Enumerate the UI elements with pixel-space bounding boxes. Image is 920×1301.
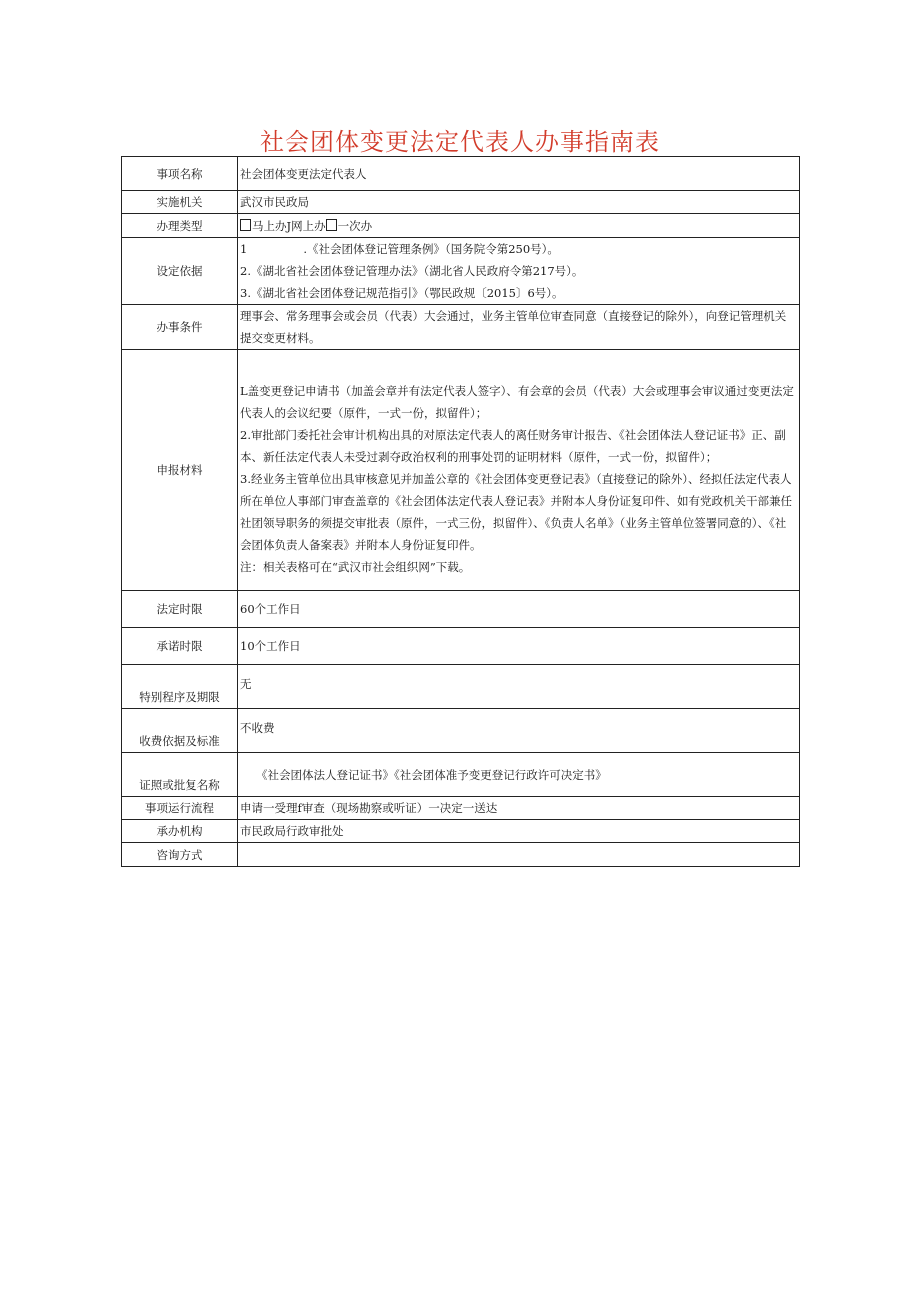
row-certificate [122, 753, 800, 797]
value-certificate: 《社会团体法人登记证书》《社会团体准予变更登记行政许可决定书》 [238, 753, 800, 797]
row-materials [122, 350, 800, 591]
value-agency: 武汉市民政局 [238, 191, 800, 214]
value-legal-limit: 60个工作日 [238, 591, 800, 628]
value-materials [238, 350, 800, 591]
value-process: 申请一受理f审查（现场勘察或听证）一决定一送达 [238, 797, 800, 820]
basis-line-1 [240, 238, 797, 260]
basis-line-3: 3.《湖北省社会团体登记规范指引》（鄂民政规〔2015〕6号）。 [240, 286, 564, 300]
label-promised-limit: 承诺时限 [122, 628, 238, 665]
material-item-2: 2.审批部门委托社会审计机构出具的对原法定代表人的离任财务审计报告、《社会团体法人登记证书》正、副本、新任法定代表人未受过剥夺政治权利的刑事处罚的证明材料（原件，一式一份，拟留件）； [240, 428, 786, 464]
row-promised-limit [122, 628, 800, 665]
option-online: J网上办 [286, 218, 326, 233]
label-materials: 申报材料 [122, 350, 238, 591]
label-conditions: 办事条件 [122, 305, 238, 350]
value-handle-type [238, 214, 800, 238]
row-consult [122, 843, 800, 867]
checkbox-immediate[interactable] [240, 219, 251, 231]
basis-line-2: 2.《湖北省社会团体登记管理办法》（湖北省人民政府令第217号）。 [240, 264, 584, 278]
label-special-procedure: 特别程序及期限 [122, 665, 238, 709]
row-fee [122, 709, 800, 753]
row-handle-type [122, 214, 800, 238]
row-special-procedure [122, 665, 800, 709]
basis-line-1-text: .《社会团体登记管理条例》（国务院令第250号）。 [303, 242, 559, 256]
option-once: 一次办 [337, 218, 373, 233]
material-item-1: L盖变更登记申请书（加盖会章并有法定代表人签字）、有会章的会员（代表）大会或理事会审议通过变更法定代表人的会议纪要（原件，一式一份，拟留件）； [240, 384, 794, 420]
value-handling-unit: 市民政局行政审批处 [238, 820, 800, 843]
value-promised-limit: 10个工作日 [238, 628, 800, 665]
page-title: 社会团体变更法定代表人办事指南表 [260, 128, 660, 156]
row-handling-unit [122, 820, 800, 843]
label-fee: 收费依据及标准 [122, 709, 238, 753]
label-basis: 设定依据 [122, 238, 238, 305]
row-legal-limit [122, 591, 800, 628]
row-process [122, 797, 800, 820]
option-immediate: 马上办 [252, 218, 287, 233]
label-handling-unit: 承办机构 [122, 820, 238, 843]
value-consult [238, 843, 800, 867]
basis-line-1-num: 1 [240, 242, 248, 256]
material-item-3: 3.经业务主管单位出具审核意见并加盖公章的《社会团体变更登记表》（直接登记的除外）、经拟任法定代表人所在单位人事部门审查盖章的《社会团体法定代表人登记表》并附本人身份证复印件、如有党政机关干部兼任社团领导职务的须提交审批表（原件，一式三份，拟留件）、《负责人名单》（业务主管单位签署同意的）、《社会团体负责人备案表》并附本人身份证复印件。 [240, 472, 792, 552]
label-legal-limit: 法定时限 [122, 591, 238, 628]
row-conditions [122, 305, 800, 350]
label-process: 事项运行流程 [122, 797, 238, 820]
label-certificate: 证照或批复名称 [122, 753, 238, 797]
value-item-name: 社会团体变更法定代表人 [238, 157, 800, 191]
material-note: 注：相关表格可在“武汉市社会组织网”下载。 [240, 560, 471, 574]
checkbox-once[interactable] [326, 219, 337, 231]
label-item-name: 事项名称 [122, 157, 238, 191]
row-item-name [122, 157, 800, 191]
label-agency: 实施机关 [122, 191, 238, 214]
value-fee: 不收费 [238, 709, 800, 753]
row-basis [122, 238, 800, 305]
value-conditions: 理事会、常务理事会或会员（代表）大会通过，业务主管单位审查同意（直接登记的除外），向登记管理机关提交变更材料。 [238, 305, 800, 350]
label-consult: 咨询方式 [122, 843, 238, 867]
label-handle-type: 办理类型 [122, 214, 238, 238]
guide-table [121, 156, 800, 867]
value-basis [238, 238, 800, 305]
value-special-procedure: 无 [238, 665, 800, 709]
row-agency [122, 191, 800, 214]
